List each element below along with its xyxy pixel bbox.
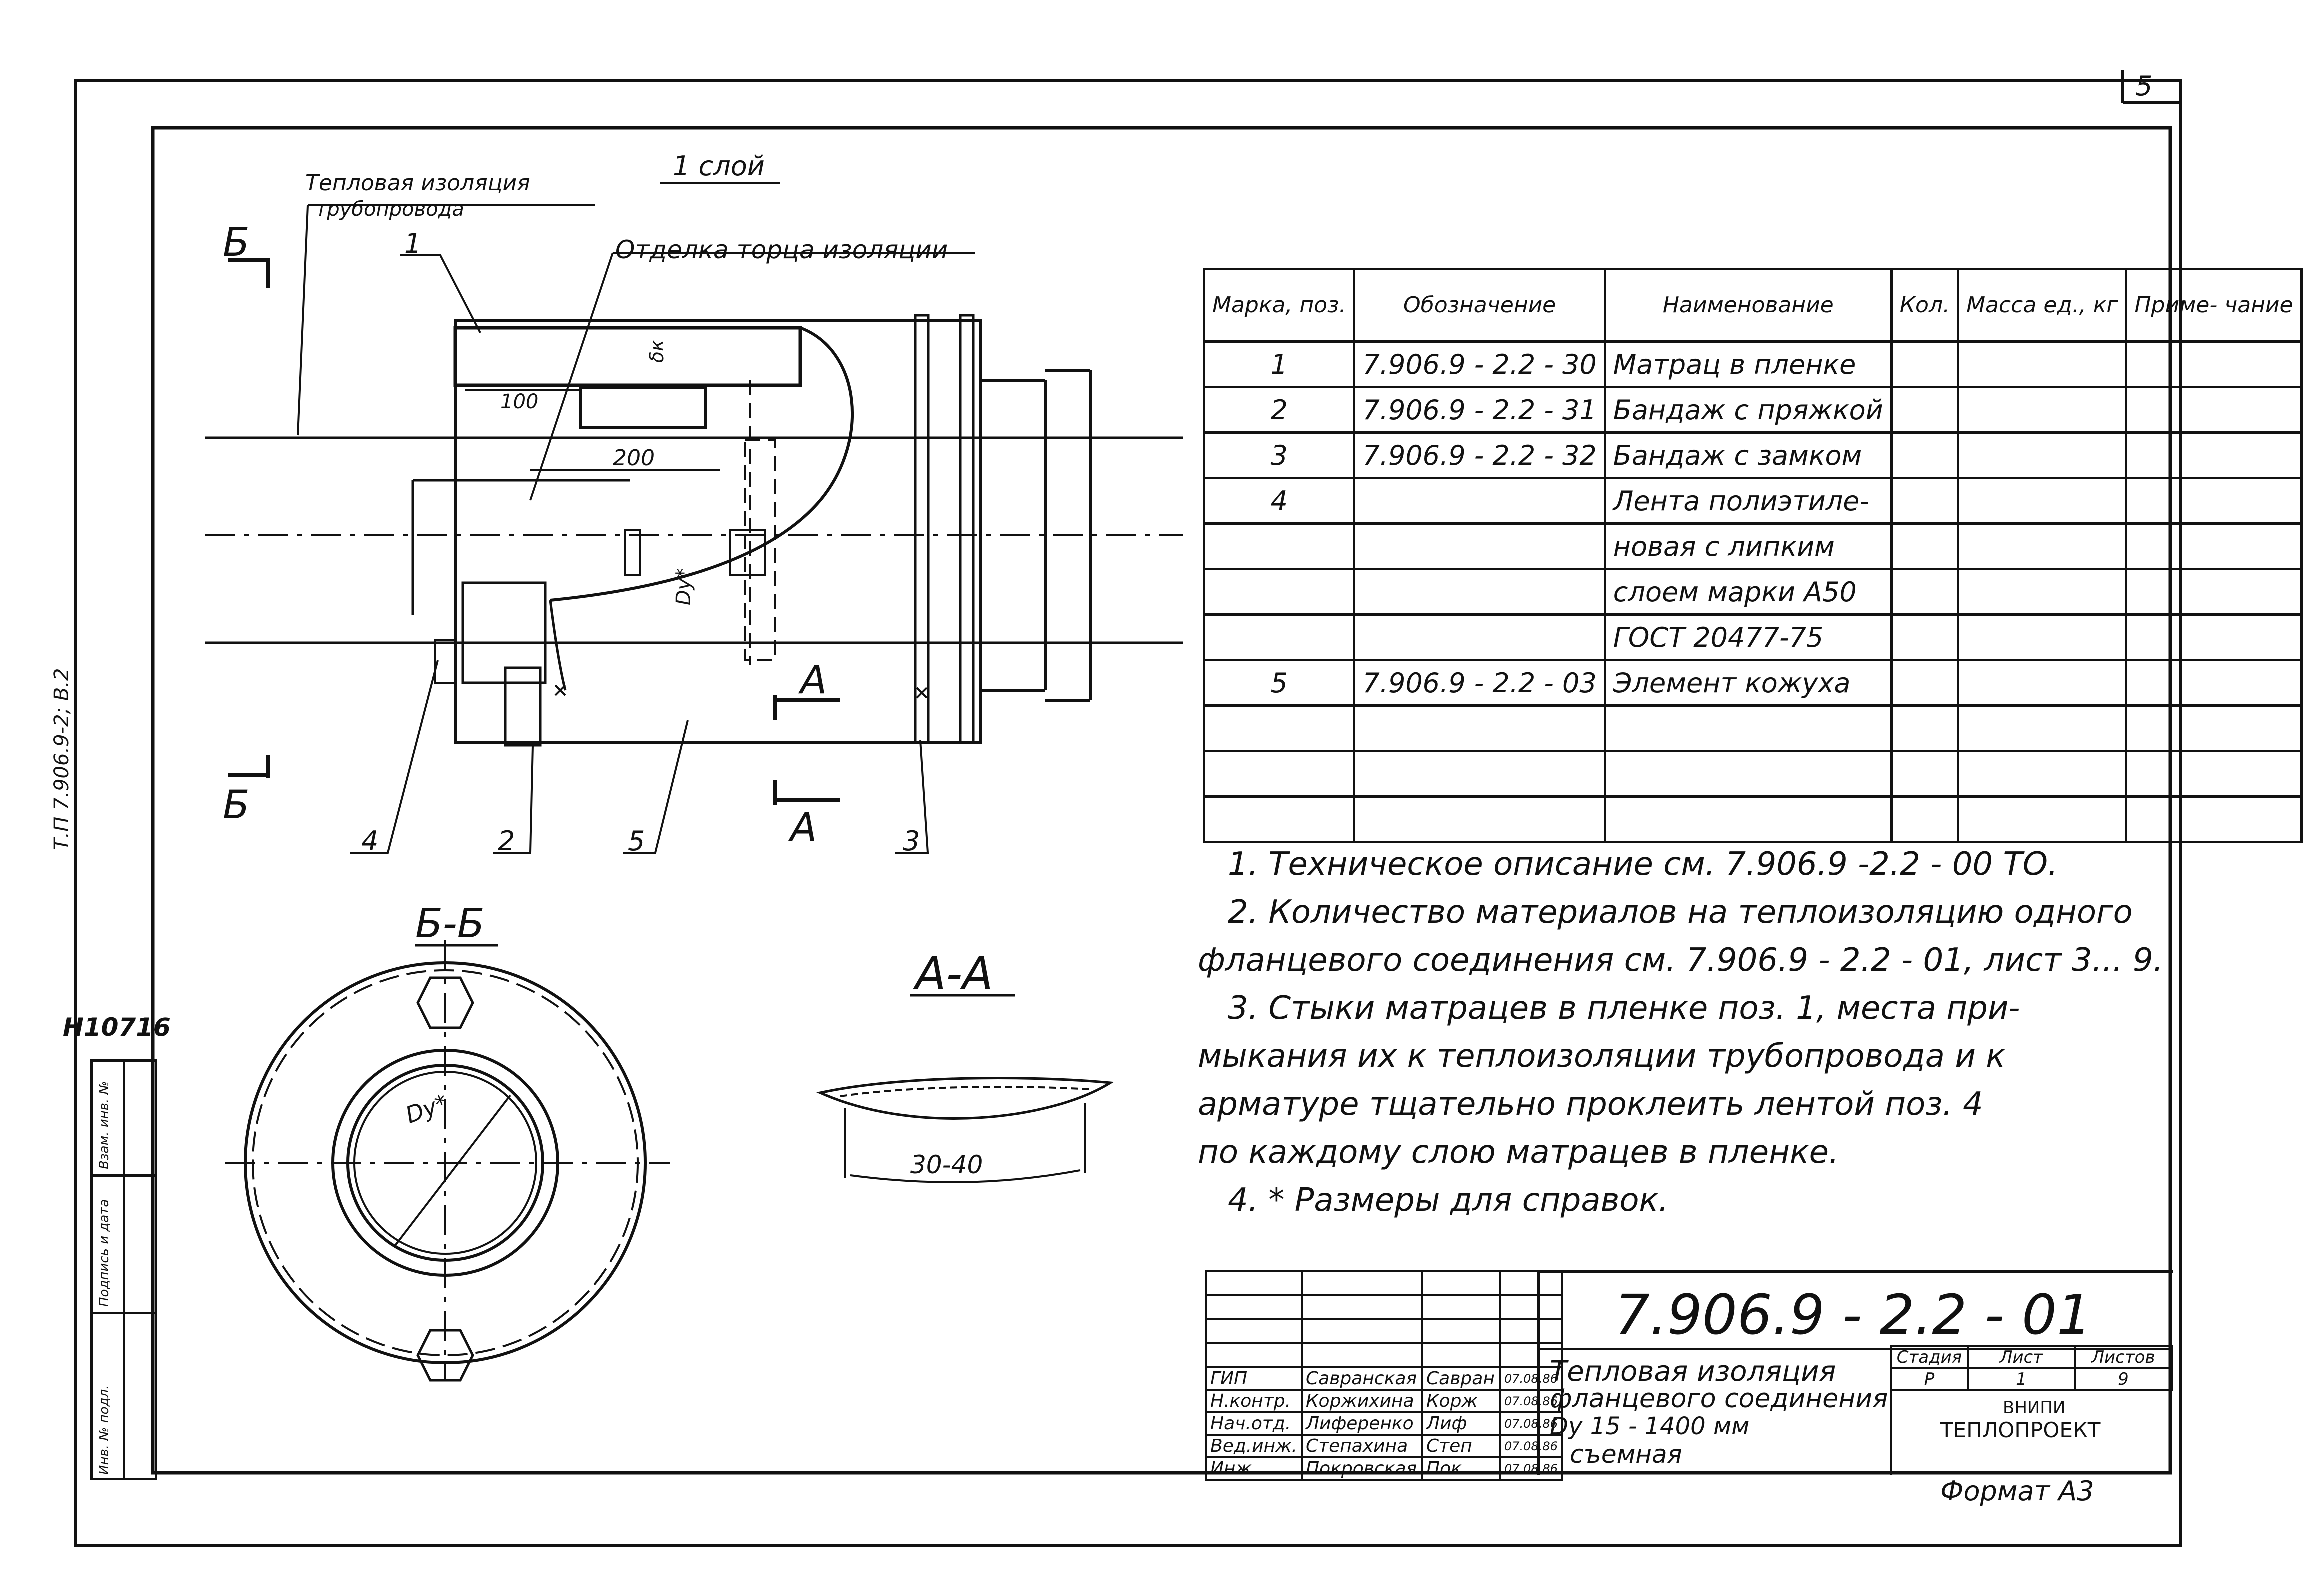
side-stamp-sign: Подпись и дата bbox=[97, 1199, 112, 1307]
staff-name: Лиференко bbox=[1302, 1412, 1422, 1435]
note-line: фланцевого соединения см. 7.906.9 - 2.2 - 01, лист 3... 9. bbox=[1198, 942, 2164, 979]
staff-role: Нач.отд. bbox=[1206, 1412, 1302, 1435]
spec-cell bbox=[1204, 706, 1354, 751]
spec-cell: Элемент кожуха bbox=[1605, 660, 1891, 706]
table-row bbox=[1204, 615, 2302, 660]
staff-sign: Корж bbox=[1422, 1390, 1500, 1412]
dim-dy-circle: Dу* bbox=[402, 1088, 452, 1129]
table-row bbox=[1204, 342, 2302, 387]
section-a-bottom bbox=[775, 780, 840, 805]
spec-cell: 7.906.9 - 2.2 - 32 bbox=[1354, 433, 1605, 478]
stage-header: Стадия bbox=[1891, 1346, 1968, 1368]
spec-cell bbox=[1605, 797, 1891, 842]
callout-2: 2 bbox=[498, 825, 515, 857]
callout-1: 1 bbox=[404, 228, 422, 259]
spec-cell: слоем марки А50 bbox=[1605, 569, 1891, 615]
side-stamp-inv: Инв. № подл. bbox=[97, 1385, 112, 1475]
staff-role: Инж. bbox=[1206, 1457, 1302, 1480]
spec-cell bbox=[1891, 478, 1958, 524]
view-bb-title: Б-Б bbox=[415, 900, 485, 947]
sheets-header: Листов bbox=[2075, 1346, 2172, 1368]
staff-row bbox=[1206, 1435, 1562, 1457]
spec-cell bbox=[2126, 433, 2301, 478]
staff-date: 07.08.86 bbox=[1500, 1457, 1562, 1480]
dim-dy: Dу* bbox=[672, 568, 696, 606]
spec-cell: 3 bbox=[1204, 433, 1354, 478]
spec-cell bbox=[2126, 342, 2301, 387]
spec-cell: Лента полиэтиле- bbox=[1605, 478, 1891, 524]
spec-cell: 7.906.9 - 2.2 - 30 bbox=[1354, 342, 1605, 387]
label-pipe-insulation-2: трубопровода bbox=[315, 198, 464, 221]
spec-cell bbox=[1605, 706, 1891, 751]
table-row bbox=[1204, 524, 2302, 569]
title-block-staff bbox=[1205, 1270, 1563, 1481]
inventory-number: Н10716 bbox=[63, 1013, 171, 1042]
spec-cell: новая с липким bbox=[1605, 524, 1891, 569]
spec-header-row bbox=[1204, 269, 2302, 342]
spec-cell: Матрац в пленке bbox=[1605, 342, 1891, 387]
spec-header-mark: Марка, поз. bbox=[1204, 269, 1354, 342]
title-line-2: фланцевого соединения bbox=[1550, 1384, 1888, 1414]
spec-cell bbox=[1204, 751, 1354, 797]
spec-cell bbox=[1958, 478, 2126, 524]
staff-sign: Степ bbox=[1422, 1435, 1500, 1457]
spec-cell bbox=[1354, 569, 1605, 615]
spec-cell bbox=[1354, 706, 1605, 751]
spec-cell: 1 bbox=[1204, 342, 1354, 387]
spec-cell bbox=[1958, 524, 2126, 569]
spec-header-note: Приме- чание bbox=[2126, 269, 2301, 342]
callout-5: 5 bbox=[628, 825, 645, 857]
format-label: Формат А3 bbox=[1940, 1475, 2094, 1507]
spec-cell bbox=[1891, 524, 1958, 569]
section-b-bottom bbox=[228, 755, 268, 778]
spec-cell: 7.906.9 - 2.2 - 03 bbox=[1354, 660, 1605, 706]
section-bb-drawing bbox=[225, 940, 670, 1380]
note-line: по каждому слою матрацев в пленке. bbox=[1198, 1134, 1839, 1171]
note-line: мыкания их к теплоизоляции трубопровода и к bbox=[1198, 1038, 2005, 1075]
spec-cell bbox=[2126, 387, 2301, 433]
staff-date: 07.08.86 bbox=[1500, 1435, 1562, 1457]
title-block-stage bbox=[1890, 1345, 2173, 1391]
leader-pipe-ins bbox=[298, 205, 308, 435]
sheets-value: 9 bbox=[2075, 1368, 2172, 1390]
dim-30-40: 30-40 bbox=[910, 1150, 983, 1179]
spec-table bbox=[1203, 268, 2303, 843]
spec-cell bbox=[2126, 615, 2301, 660]
spec-cell bbox=[1204, 797, 1354, 842]
dim-100: 100 bbox=[500, 390, 539, 413]
staff-row bbox=[1206, 1412, 1562, 1435]
section-b-bottom-letter: Б bbox=[223, 783, 250, 828]
table-row bbox=[1204, 706, 2302, 751]
staff-sign: Савран bbox=[1422, 1367, 1500, 1390]
leader-4 bbox=[350, 660, 438, 853]
spec-cell bbox=[1891, 751, 1958, 797]
dim-dk: δк bbox=[646, 339, 668, 363]
spec-cell bbox=[1958, 615, 2126, 660]
side-stamp-replace: Взам. инв. № bbox=[97, 1081, 112, 1169]
view-aa-title: А-А bbox=[915, 948, 993, 1000]
label-pipe-insulation-1: Тепловая изоляция bbox=[305, 170, 530, 196]
staff-row bbox=[1206, 1367, 1562, 1390]
staff-date: 07.08.86 bbox=[1500, 1390, 1562, 1412]
spec-cell bbox=[1354, 615, 1605, 660]
spec-cell: 4 bbox=[1204, 478, 1354, 524]
staff-row bbox=[1206, 1457, 1562, 1480]
spec-cell bbox=[1891, 433, 1958, 478]
staff-name: Савранская bbox=[1302, 1367, 1422, 1390]
doc-code: 7.906.9 - 2.2 - 01 bbox=[1615, 1283, 2092, 1347]
section-a-top-letter: А bbox=[800, 658, 827, 703]
label-end-finish: Отделка торца изоляции bbox=[615, 235, 948, 264]
staff-row bbox=[1206, 1390, 1562, 1412]
spec-cell: 2 bbox=[1204, 387, 1354, 433]
spec-cell bbox=[1958, 433, 2126, 478]
spec-cell bbox=[1354, 797, 1605, 842]
archive-code: Т.П 7.906.9-2; В.2 bbox=[50, 668, 73, 850]
spec-cell bbox=[2126, 569, 2301, 615]
sheet-value: 1 bbox=[1968, 1368, 2075, 1390]
notes-block bbox=[1198, 840, 2164, 1224]
spec-cell bbox=[1605, 751, 1891, 797]
dim-200: 200 bbox=[613, 445, 655, 471]
table-row bbox=[1204, 478, 2302, 524]
staff-sign: Лиф bbox=[1422, 1412, 1500, 1435]
spec-cell bbox=[1958, 706, 2126, 751]
spec-cell: 7.906.9 - 2.2 - 31 bbox=[1354, 387, 1605, 433]
org-line-1: ВНИПИ bbox=[2003, 1398, 2066, 1418]
spec-cell bbox=[2126, 478, 2301, 524]
spec-cell bbox=[1891, 615, 1958, 660]
spec-cell bbox=[1354, 478, 1605, 524]
staff-sign: Пок bbox=[1422, 1457, 1500, 1480]
note-line: 3. Стыки матрацев в пленке поз. 1, места при- bbox=[1228, 990, 2020, 1027]
table-row bbox=[1204, 433, 2302, 478]
spec-cell: 5 bbox=[1204, 660, 1354, 706]
leader-end-finish bbox=[530, 253, 613, 500]
stage-value: Р bbox=[1891, 1368, 1968, 1390]
spec-cell bbox=[2126, 706, 2301, 751]
table-row bbox=[1204, 751, 2302, 797]
note-line: арматуре тщательно проклеить лентой поз. 4 bbox=[1198, 1086, 1983, 1123]
side-stamp bbox=[90, 1059, 157, 1480]
staff-role: Н.контр. bbox=[1206, 1390, 1302, 1412]
spec-cell bbox=[1354, 524, 1605, 569]
staff-name: Коржихина bbox=[1302, 1390, 1422, 1412]
spec-cell: Бандаж с замком bbox=[1605, 433, 1891, 478]
title-line-1: Тепловая изоляция bbox=[1550, 1355, 1836, 1388]
pipe-elevation bbox=[205, 315, 1183, 745]
table-row bbox=[1204, 387, 2302, 433]
spec-cell bbox=[1958, 660, 2126, 706]
spec-cell bbox=[1354, 751, 1605, 797]
section-a-bottom-letter: А bbox=[790, 805, 817, 850]
title-line-4: съемная bbox=[1570, 1440, 1682, 1469]
spec-header-mass: Масса ед., кг bbox=[1958, 269, 2126, 342]
org-line-2: ТЕПЛОПРОЕКТ bbox=[1940, 1418, 2101, 1442]
spec-cell bbox=[1958, 797, 2126, 842]
spec-cell bbox=[1891, 706, 1958, 751]
spec-header-qty: Кол. bbox=[1891, 269, 1958, 342]
spec-cell bbox=[1891, 797, 1958, 842]
spec-cell bbox=[2126, 524, 2301, 569]
title-line-3: Dу 15 - 1400 мм bbox=[1550, 1412, 1750, 1440]
spec-cell bbox=[2126, 797, 2301, 842]
spec-cell: ГОСТ 20477-75 bbox=[1605, 615, 1891, 660]
spec-cell bbox=[1958, 342, 2126, 387]
layer-label: 1 слой bbox=[673, 150, 765, 182]
spec-header-designation: Обозначение bbox=[1354, 269, 1605, 342]
table-row bbox=[1204, 569, 2302, 615]
spec-cell bbox=[1204, 524, 1354, 569]
note-line: 1. Техническое описание см. 7.906.9 -2.2 - 00 ТО. bbox=[1228, 846, 2058, 883]
spec-cell bbox=[1891, 569, 1958, 615]
spec-cell: Бандаж с пряжкой bbox=[1605, 387, 1891, 433]
callout-3: 3 bbox=[903, 825, 920, 857]
sheet-number: 5 bbox=[2135, 70, 2153, 102]
spec-cell bbox=[2126, 751, 2301, 797]
spec-cell bbox=[1891, 660, 1958, 706]
staff-name: Покровская bbox=[1302, 1457, 1422, 1480]
table-row bbox=[1204, 797, 2302, 842]
spec-cell bbox=[1204, 569, 1354, 615]
spec-cell bbox=[1204, 615, 1354, 660]
staff-date: 07.08.86 bbox=[1500, 1412, 1562, 1435]
spec-cell bbox=[1958, 751, 2126, 797]
staff-date: 07.08.86 bbox=[1500, 1367, 1562, 1390]
note-line: 2. Количество материалов на теплоизоляцию одного bbox=[1228, 894, 2133, 931]
staff-name: Степахина bbox=[1302, 1435, 1422, 1457]
table-row bbox=[1204, 660, 2302, 706]
spec-cell bbox=[1958, 569, 2126, 615]
staff-role: ГИП bbox=[1206, 1367, 1302, 1390]
section-b-top-letter: Б bbox=[223, 220, 250, 265]
spec-cell bbox=[1891, 387, 1958, 433]
spec-cell bbox=[1958, 387, 2126, 433]
spec-header-name: Наименование bbox=[1605, 269, 1891, 342]
staff-role: Вед.инж. bbox=[1206, 1435, 1302, 1457]
callout-4: 4 bbox=[361, 825, 379, 857]
note-line: 4. * Размеры для справок. bbox=[1228, 1182, 1669, 1219]
sheet-header: Лист bbox=[1968, 1346, 2075, 1368]
spec-cell bbox=[1891, 342, 1958, 387]
spec-cell bbox=[2126, 660, 2301, 706]
